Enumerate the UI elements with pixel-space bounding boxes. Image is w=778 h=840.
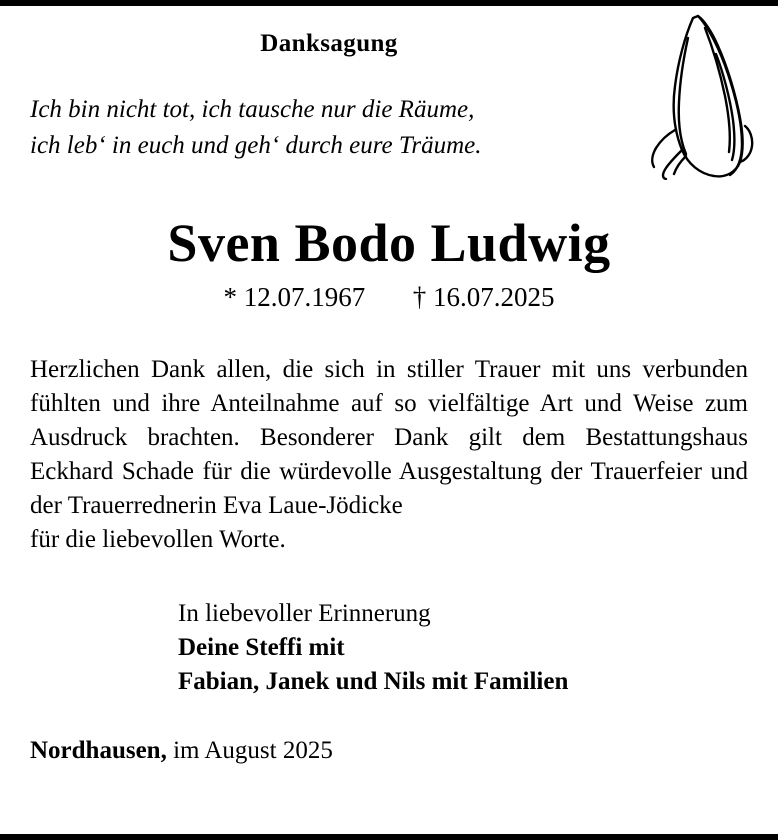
footer-date: im August 2025 xyxy=(166,736,333,764)
life-dates xyxy=(30,282,748,313)
thank-you-last-line: für die liebevollen Worte. xyxy=(30,525,286,553)
closing-line-1: In liebevoller Erinnerung xyxy=(178,599,431,627)
thank-you-text xyxy=(30,353,748,557)
closing-line-3: Fabian, Janek und Nils mit Familien xyxy=(178,667,569,695)
closing-line-2: Deine Steffi mit xyxy=(178,633,345,661)
thank-you-paragraph: Herzlichen Dank allen, die sich in stiller Trauer mit uns verbunden fühlten und ihre Anteilnahme auf so vielfältige Art und Weise zum Ausdruck brachten. Besonderer Dank gilt dem Bestattungshaus Eckhard Schade für die würdevolle Ausgestaltung der Trauerfeier und der Trauerrednerin Eva Laue-Jödicke xyxy=(30,355,748,519)
page-title: Danksagung xyxy=(260,30,398,57)
verse-line-1: Ich bin nicht tot, ich tausche nur die Räume, xyxy=(30,96,475,123)
death-symbol: † xyxy=(412,281,427,312)
birth-symbol: * xyxy=(223,281,237,312)
footer-city: Nordhausen, xyxy=(30,736,167,764)
footer-line xyxy=(30,737,748,765)
closing-block xyxy=(30,597,748,699)
deceased-name: Sven Bodo Ludwig xyxy=(167,213,611,273)
birth-date: 12.07.1967 xyxy=(243,281,366,312)
verse-line-2: ich leb‘ in euch und geh‘ durch eure Träume. xyxy=(30,131,482,159)
death-date: 16.07.2025 xyxy=(433,281,555,312)
praying-hands-icon xyxy=(630,10,760,180)
